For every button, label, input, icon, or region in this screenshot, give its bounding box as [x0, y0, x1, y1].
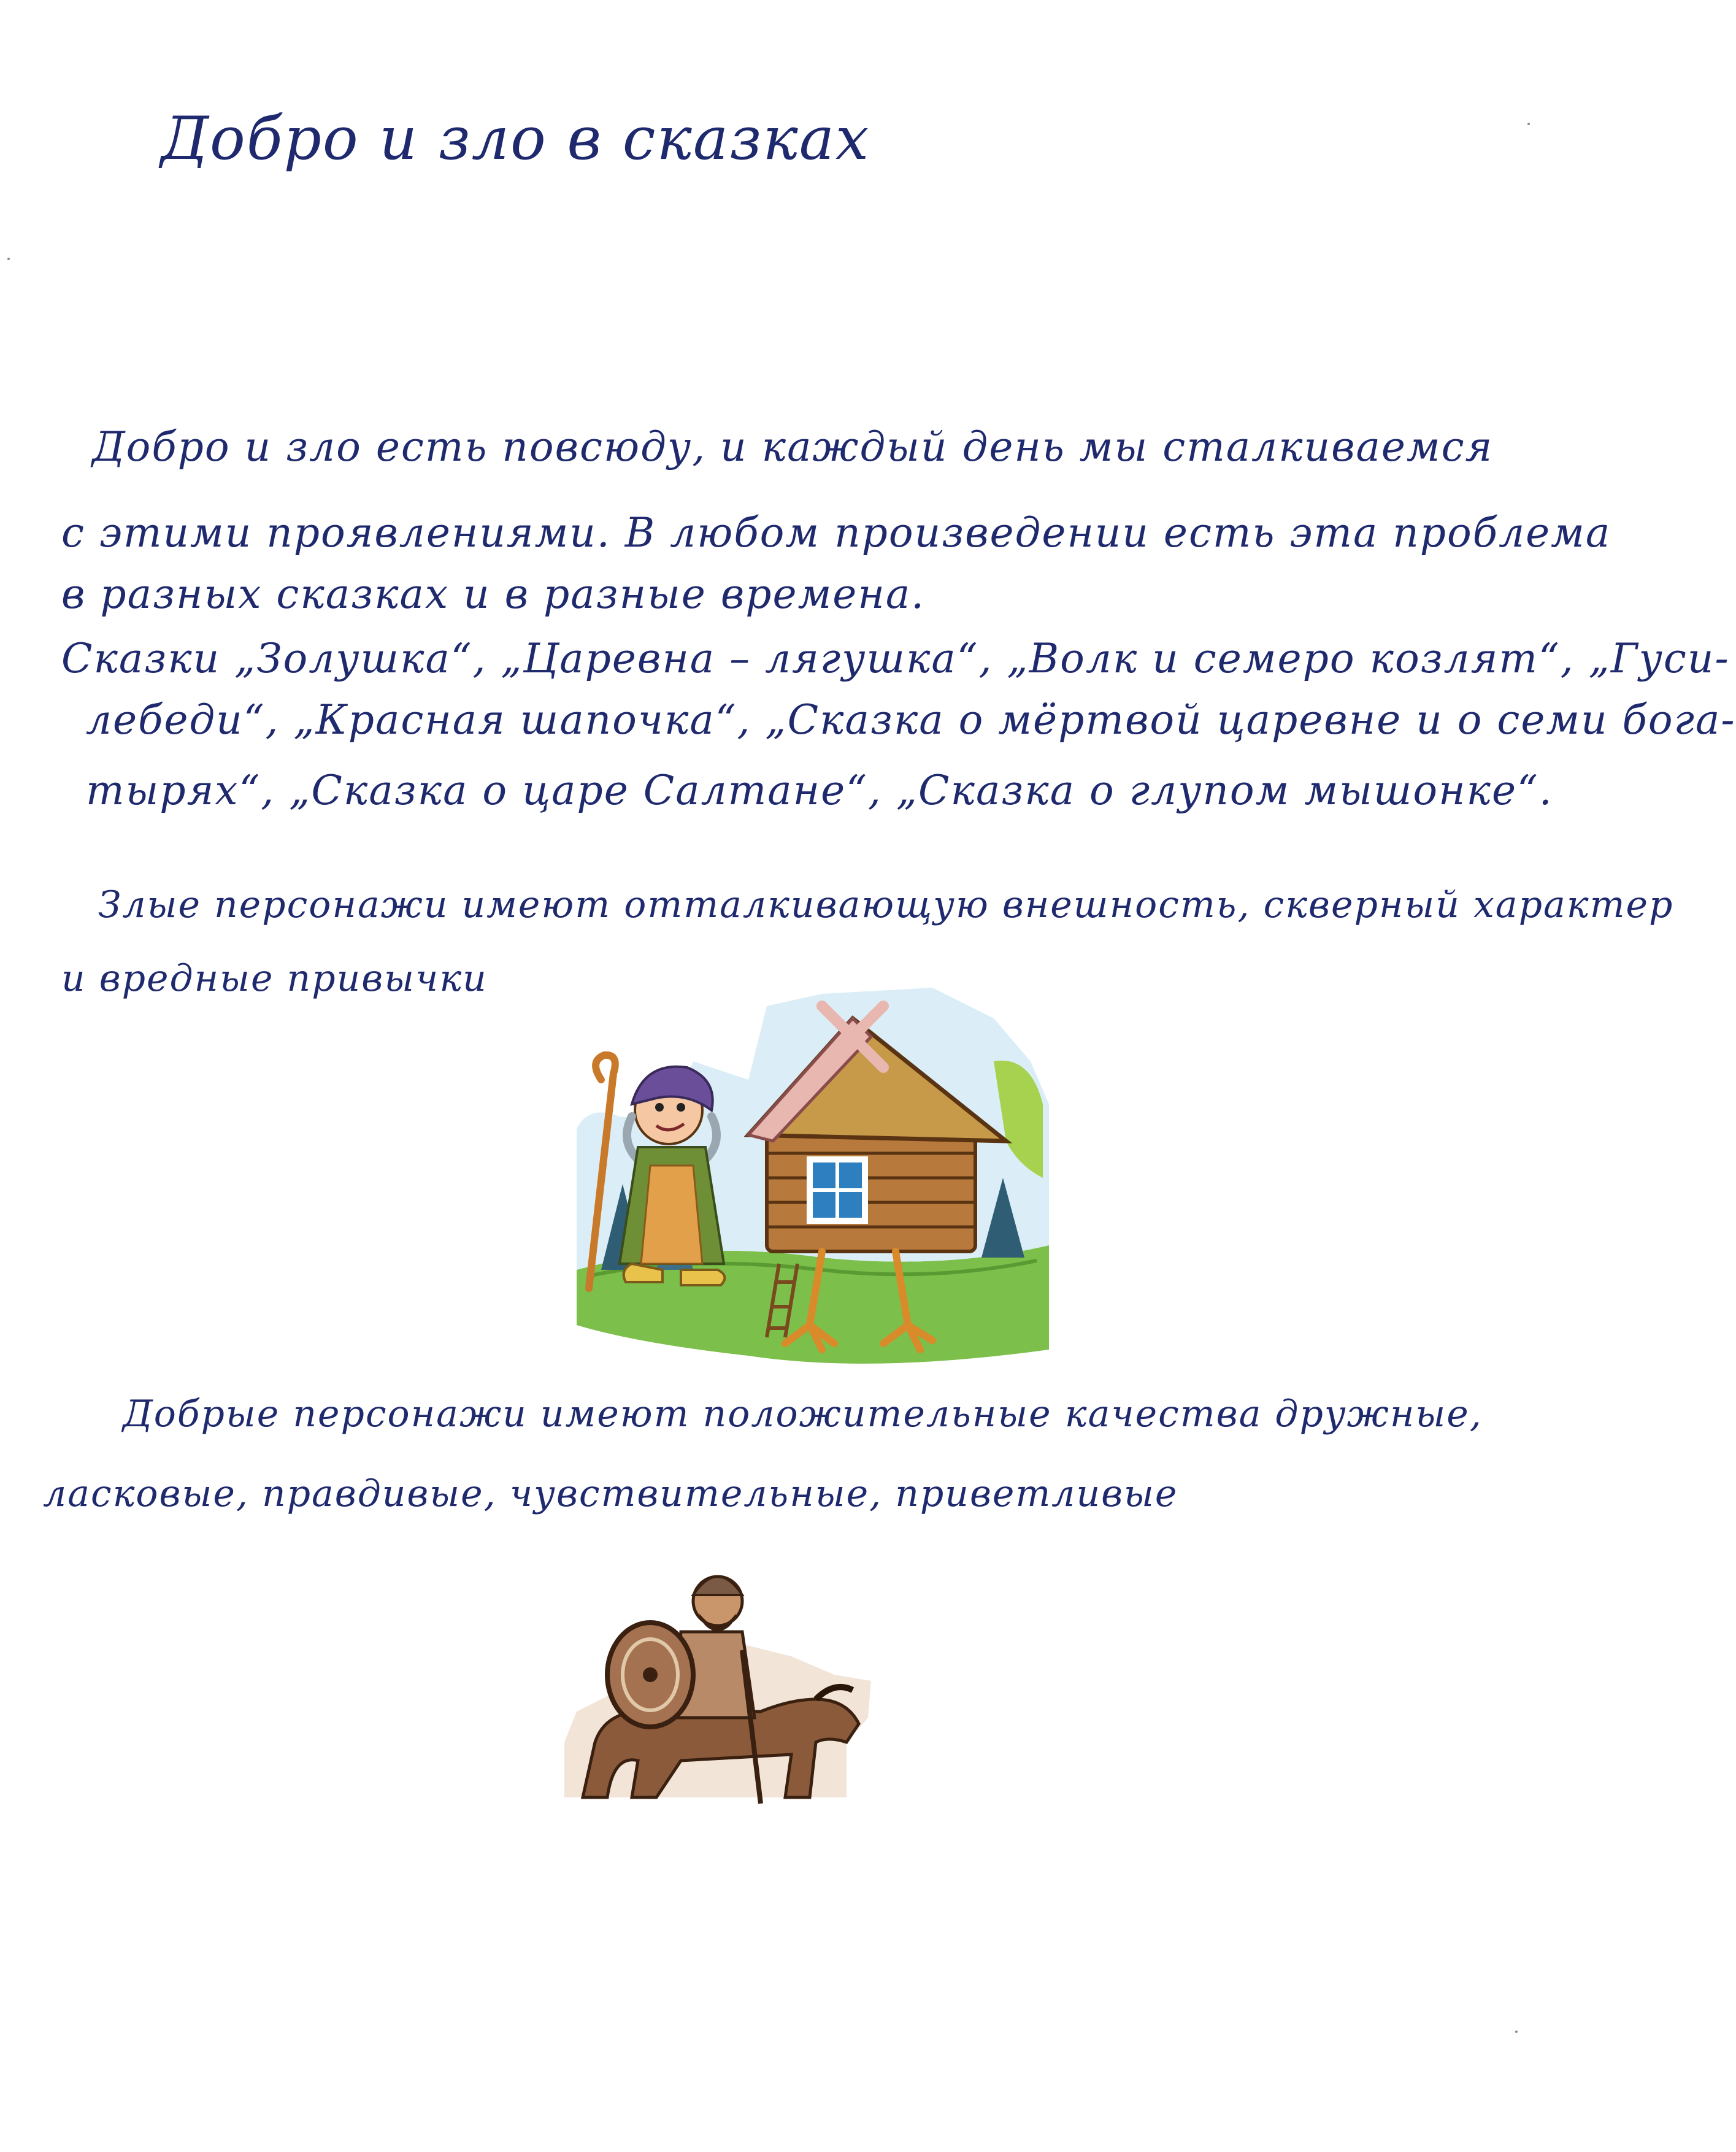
paper-speck [1527, 123, 1530, 125]
paragraph2-line-1: Злые персонажи имеют отталкивающую внешность, скверный характер [98, 883, 1674, 926]
paragraph1-line-5: лебеди“, „Красная шапочка“, „Сказка о мёртвой царевне и о семи бога- [86, 696, 1736, 744]
paragraph1-line-2: с этими проявлениями. В любом произведении есть эта проблема [61, 509, 1611, 556]
paragraph1-line-3: в разных сказках и в разные времена. [61, 571, 926, 618]
paragraph2-line-2: и вредные привычки [61, 957, 488, 1000]
paragraph1-line-6: тырях“, „Сказка о царе Салтане“, „Сказка о глупом мышонке“. [86, 767, 1553, 814]
paragraph1-line-1: Добро и зло есть повсюду, и каждый день мы сталкиваемся [92, 423, 1494, 471]
baba-yaga-hut-illustration [564, 982, 1055, 1368]
paragraph1-line-4: Сказки „Золушка“, „Царевна – лягушка“, „Волк и семеро козлят“, „Гуси- [61, 635, 1730, 682]
paragraph3-line-1: Добрые персонажи имеют положительные качества дружные, [123, 1393, 1483, 1435]
paper-speck [1515, 2031, 1518, 2033]
knight-on-horse-illustration [558, 1558, 877, 1816]
paper-speck [7, 258, 10, 260]
paragraph3-line-2: ласковые, правдивые, чувствительные, приветливые [43, 1472, 1178, 1515]
page-title: Добро и зло в сказках [161, 104, 870, 173]
